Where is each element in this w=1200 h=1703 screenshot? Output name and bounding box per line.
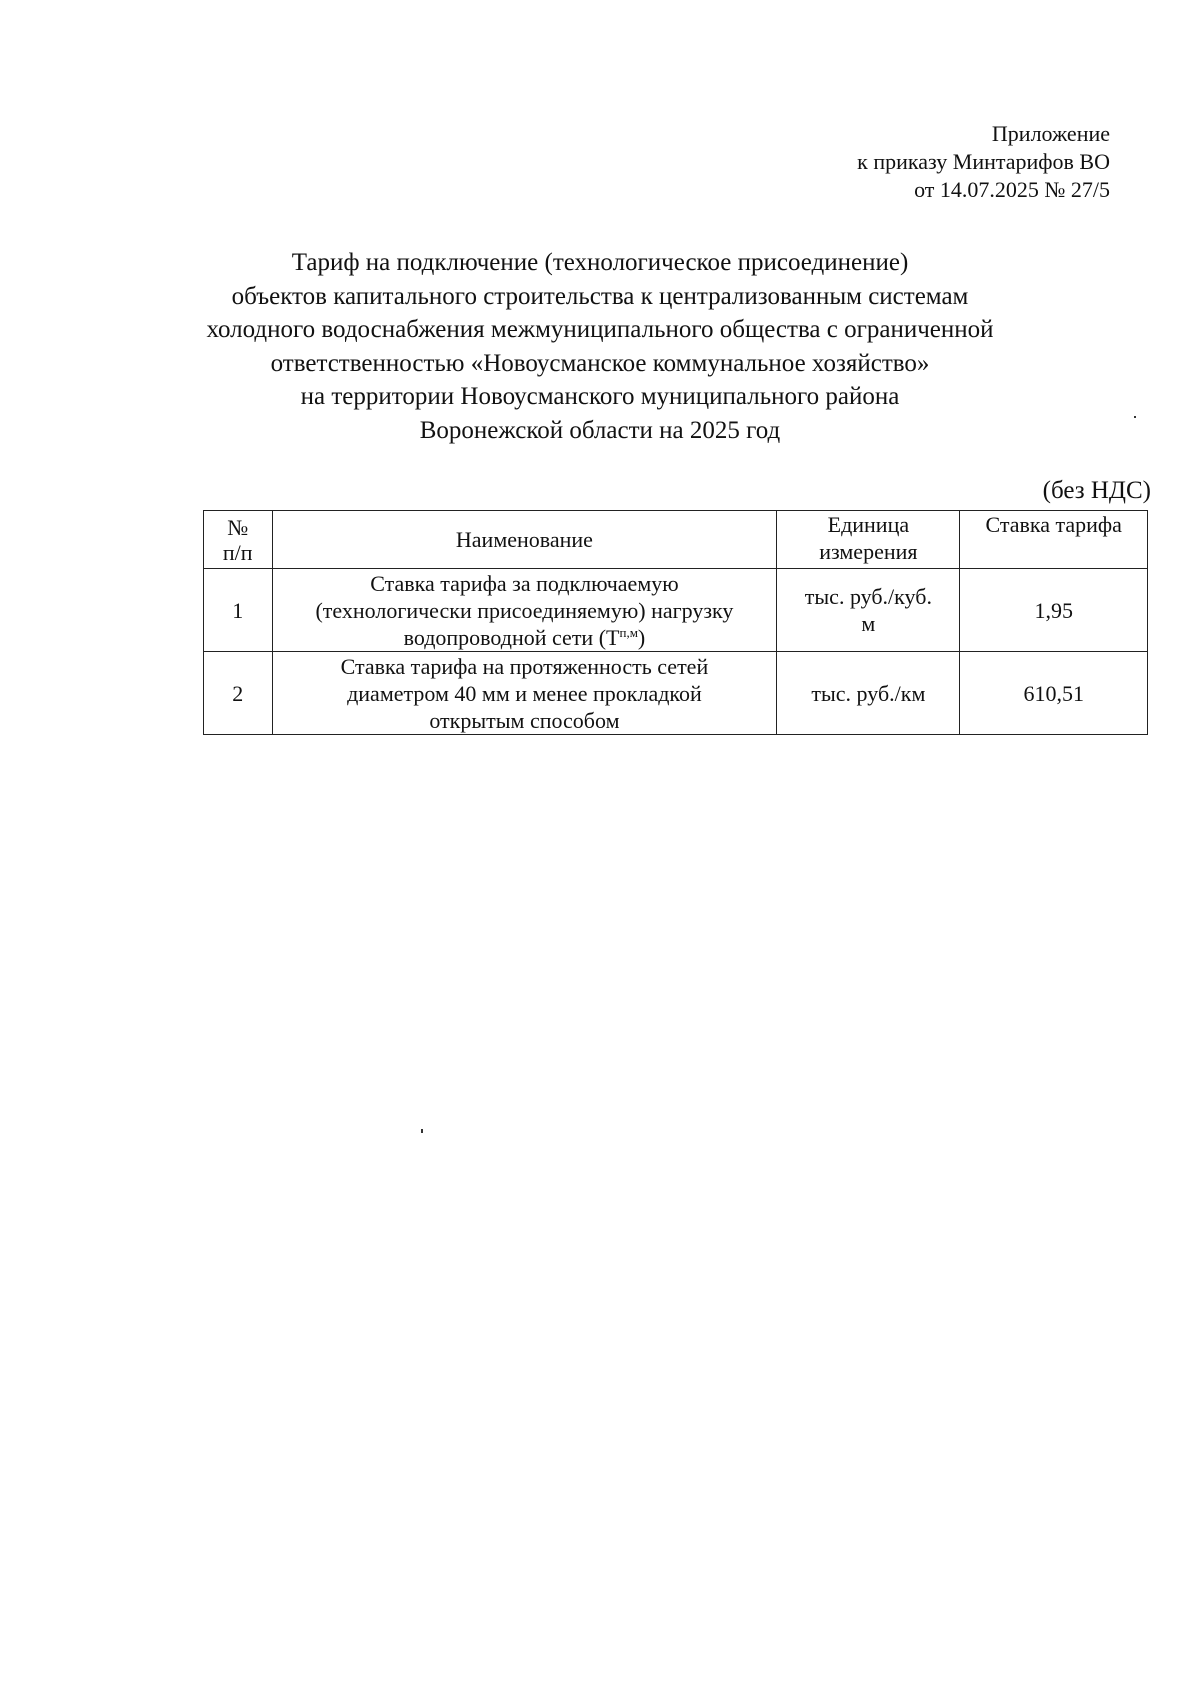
header-unit-line: измерения [819,539,918,564]
row-name-text: ) [637,624,646,650]
row-rate: 1,95 [960,569,1148,652]
scan-speck [421,1129,423,1133]
title-line: объектов капитального строительства к централизованным системам [231,282,969,310]
row-unit-line: м [861,611,876,636]
attachment-order-ref: к приказу Минтарифов ВО [857,149,1110,174]
vat-note: (без НДС) [1042,477,1151,504]
row-rate: 610,51 [960,652,1148,735]
header-number-symbol: № [227,514,249,540]
attachment-order-date: от 14.07.2025 № 27/5 [914,177,1110,202]
table-header-row [204,511,1148,569]
row-name-line: открытым способом [429,707,620,733]
row-name-line: диаметром 40 мм и менее прокладкой [347,680,702,706]
row-name-line: Ставка тарифа на протяженность сетей [340,653,709,679]
row-name-line: (технологически присоединяемую) нагрузку [315,597,734,623]
header-number [204,511,273,569]
table-row [204,569,1148,652]
title-line: на территории Новоусманского муниципального района [300,383,900,410]
row-number: 2 [204,652,273,735]
row-unit [777,569,960,652]
attachment-label: Приложение [991,121,1110,146]
row-name [272,652,777,735]
row-name-text: водопроводной сети (Т [403,624,620,650]
header-rate: Ставка тарифа [960,511,1148,569]
title-line: ответственностью «Новоусманское коммунальное хозяйство» [270,349,930,377]
row-number: 1 [204,569,273,652]
row-unit: тыс. руб./км [777,652,960,735]
header-number-abbr: п/п [222,539,253,565]
tariff-symbol-superscript: п,м [619,624,638,640]
document-title [170,246,1030,447]
title-line: Тариф на подключение (технологическое присоединение) [291,249,909,276]
header-unit [777,511,960,569]
title-line: холодного водоснабжения межмуниципального общества с ограниченной [206,316,994,343]
title-line: Воронежской области на 2025 год [419,416,781,444]
attachment-header [857,120,1110,204]
row-name [272,569,777,652]
scan-speck [1134,416,1136,418]
header-name: Наименование [272,511,777,569]
row-name-line [277,624,773,651]
header-unit-line: Единица [827,512,910,537]
table-row [204,652,1148,735]
tariff-table [203,510,1148,735]
row-unit-line: тыс. руб./куб. [804,584,932,609]
row-name-line: Ставка тарифа за подключаемую [370,570,679,596]
